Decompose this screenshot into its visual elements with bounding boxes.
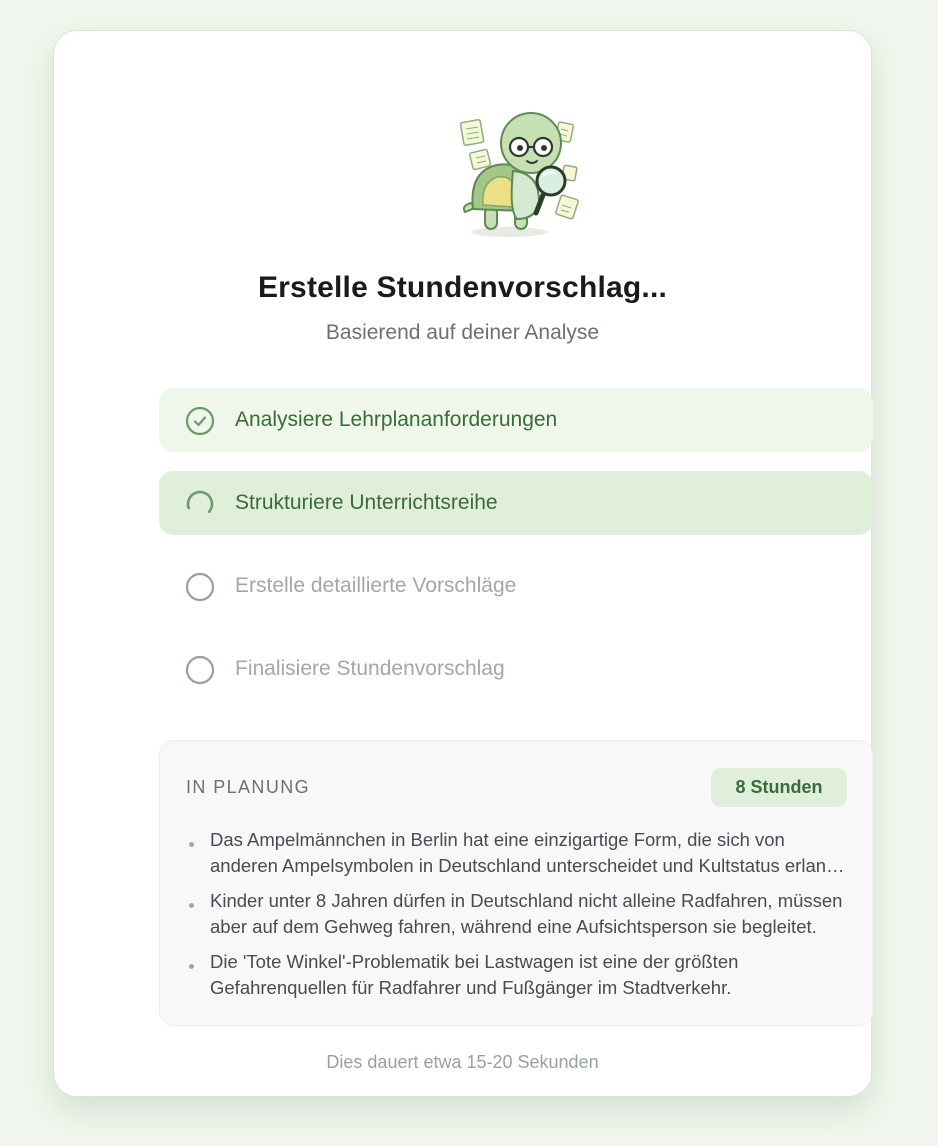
duration-note: Dies dauert etwa 15-20 Sekunden [326,1052,599,1072]
hours-badge: 8 Stunden [711,768,847,807]
progress-step-label: Strukturiere Unterrichtsreihe [235,491,498,514]
bullet-dot-icon [189,842,194,847]
loading-card [53,30,872,1097]
progress-step-analyze [159,388,873,452]
list-item-text: Das Ampelmännchen in Berlin hat eine einzigartige Form, die sich von anderen Ampelsymbolen in Deutschland unterscheidet und Kultstatus erlangt [210,829,842,876]
list-item [186,827,850,888]
list-item [186,888,850,949]
check-circle-icon [185,406,215,436]
progress-steps [159,388,873,720]
page-title: Erstelle Stundenvorschlag... [257,271,668,304]
progress-step-label: Analysiere Lehrplananforderungen [235,408,558,431]
planning-panel [159,740,873,1026]
empty-circle-icon [185,655,215,685]
bullet-dot-icon [189,903,194,908]
page-subtitle: Basierend auf deiner Analyse [325,321,600,344]
progress-step-label: Erstelle detaillierte Vorschläge [235,574,517,597]
progress-step-label: Finalisiere Stundenvorschlag [235,657,505,680]
planning-list [186,827,850,1010]
progress-step-create [159,554,873,618]
bullet-dot-icon [189,964,194,969]
progress-step-structure [159,471,873,535]
list-item-text: Die 'Tote Winkel'-Problematik bei Lastwagen ist eine der größten Gefahrenquellen für Radfahrer und Fußgänger im Stadtverkehr. [210,951,739,998]
empty-circle-icon [185,572,215,602]
list-item [186,949,850,1010]
planning-heading: IN PLANUNG [186,777,311,797]
spinner-icon [185,489,215,519]
turtle-mascot-icon [457,111,587,241]
list-item-text: Kinder unter 8 Jahren dürfen in Deutschland nicht alleine Radfahren, müssen aber auf dem Gehweg fahren, während eine Aufsichtsperson sie begleitet. [210,890,843,937]
progress-step-finalize [159,637,873,701]
